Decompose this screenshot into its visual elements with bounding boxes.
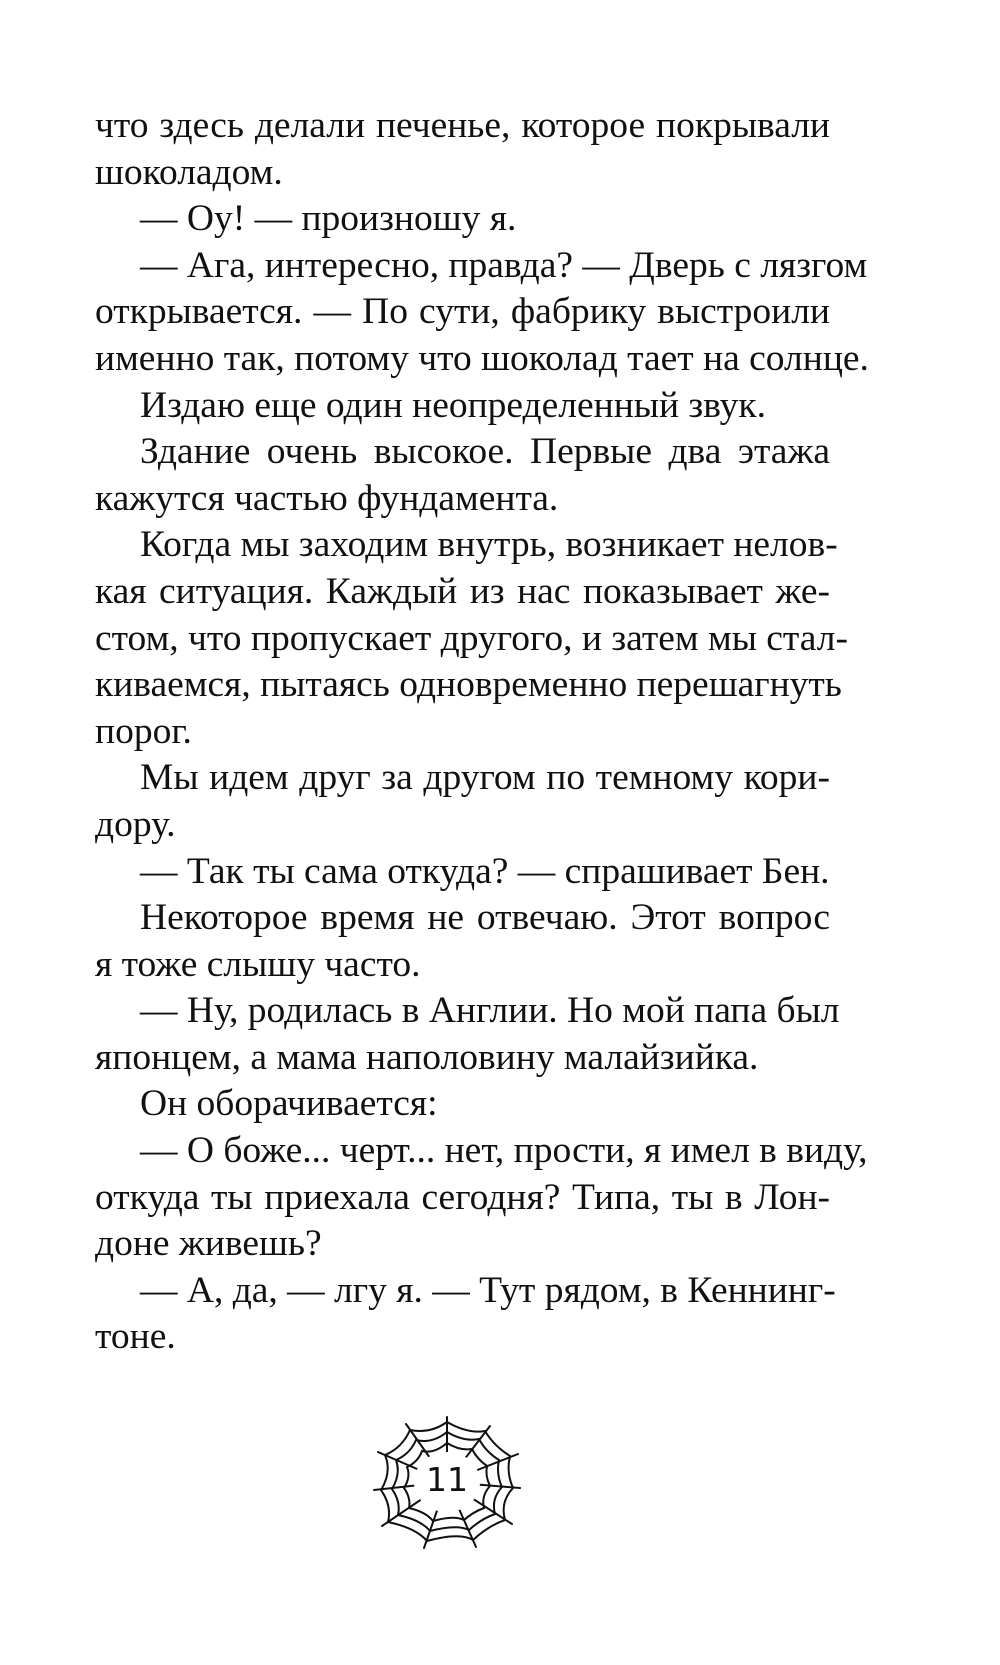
text-line-12: стом, что пропускает другого, и затем мы стал- — [95, 617, 848, 659]
text-line-14: порог. — [95, 710, 192, 752]
text-line-27: тоне. — [95, 1316, 176, 1358]
text-line-9: кажутся частью фундамента. — [95, 477, 559, 519]
text-line-2: шоколадом. — [95, 151, 283, 193]
page-number: 11 — [426, 1460, 468, 1499]
text-line-26: — А, да, — лгу я. — Тут рядом, в Кеннинг- — [140, 1269, 836, 1311]
text-line-22: Он оборачивается: — [140, 1083, 438, 1125]
text-line-7: Издаю еще один неопределенный звук. — [140, 384, 767, 426]
text-line-1: что здесь делали печенье, которое покрывали — [95, 105, 830, 146]
text-line-8: Здание очень высокое. Первые два этажа — [140, 431, 830, 473]
text-line-24: откуда ты приехала сегодня? Типа, ты в Лон- — [95, 1176, 830, 1218]
text-line-6: именно так, потому что шоколад тает на солнце. — [95, 337, 869, 379]
text-line-4: — Ага, интересно, правда? — Дверь с лязгом — [140, 244, 868, 286]
text-line-16: дору. — [95, 803, 176, 845]
text-line-13: киваемся, пытаясь одновременно перешагнуть — [95, 664, 842, 706]
text-line-19: я тоже слышу часто. — [95, 943, 421, 985]
text-line-10: Когда мы заходим внутрь, возникает нелов- — [140, 524, 838, 566]
text-line-15: Мы идем друг за другом по темному кори- — [140, 757, 830, 799]
text-line-11: кая ситуация. Каждый из нас показывает же- — [95, 570, 830, 612]
page-number-ornament — [372, 1414, 522, 1550]
text-line-20: — Ну, родилась в Англии. Но мой папа был — [140, 990, 840, 1032]
text-line-23: — О боже... черт... нет, прости, я имел в виду, — [140, 1130, 868, 1172]
page-body — [95, 103, 869, 1361]
text-line-17: — Так ты сама откуда? — спрашивает Бен. — [140, 850, 830, 892]
text-line-25: доне живешь? — [95, 1223, 322, 1265]
text-line-18: Некоторое время не отвечаю. Этот вопрос — [140, 897, 830, 939]
text-line-5: открывается. — По сути, фабрику выстроили — [95, 291, 830, 333]
text-line-21: японцем, а мама наполовину малайзийка. — [95, 1036, 759, 1078]
text-line-3: — Оу! — произношу я. — [140, 198, 517, 240]
